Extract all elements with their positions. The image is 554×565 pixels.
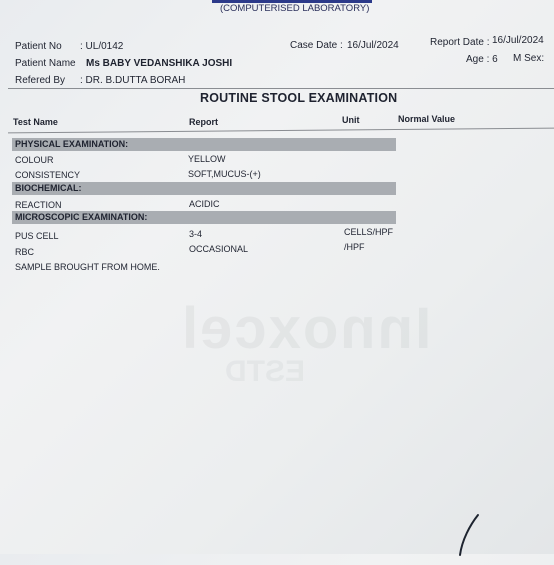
row-report: YELLOW bbox=[188, 154, 226, 164]
row-report: SOFT,MUCUS-(+) bbox=[188, 169, 261, 179]
col-normal-value: Normal Value bbox=[398, 114, 456, 124]
sex-label: M Sex: bbox=[513, 53, 545, 64]
row-report: OCCASIONAL bbox=[189, 244, 249, 254]
report-date-value: 16/Jul/2024 bbox=[492, 35, 544, 46]
sample-note: SAMPLE BROUGHT FROM HOME. bbox=[15, 262, 160, 272]
report-title: ROUTINE STOOL EXAMINATION bbox=[200, 91, 398, 105]
watermark-estd: ESTD bbox=[225, 355, 306, 388]
patient-name-value: Ms BABY VEDANSHIKA JOSHI bbox=[86, 58, 233, 69]
row-unit: CELLS/HPF bbox=[344, 227, 394, 237]
section-physical-label: PHYSICAL EXAMINATION: bbox=[15, 139, 129, 149]
report-date-label: Report Date : bbox=[430, 37, 490, 48]
case-date-label: Case Date : bbox=[290, 40, 343, 51]
case-date-value: 16/Jul/2024 bbox=[347, 40, 399, 51]
row-test: CONSISTENCY bbox=[15, 170, 81, 180]
section-microscopic-label: MICROSCOPIC EXAMINATION: bbox=[15, 212, 148, 222]
section-biochemical bbox=[12, 182, 396, 195]
referred-by-value: : DR. B.DUTTA BORAH bbox=[80, 75, 186, 86]
patient-no-label: Patient No bbox=[15, 41, 62, 52]
row-test: RBC bbox=[15, 247, 35, 257]
referred-by-label: Refered By bbox=[15, 75, 66, 86]
section-biochemical-label: BIOCHEMICAL: bbox=[15, 183, 82, 193]
header-divider bbox=[8, 88, 554, 89]
section-physical bbox=[12, 138, 396, 151]
row-report: ACIDIC bbox=[189, 199, 220, 209]
patient-name-label: Patient Name bbox=[15, 58, 76, 69]
col-test-name: Test Name bbox=[13, 117, 58, 127]
row-report: 3-4 bbox=[189, 229, 203, 239]
column-divider bbox=[8, 128, 554, 134]
row-test: REACTION bbox=[15, 200, 62, 210]
section-microscopic bbox=[12, 211, 396, 224]
watermark-logo: Innoxcel bbox=[180, 296, 432, 361]
row-test: COLOUR bbox=[15, 155, 54, 165]
col-report: Report bbox=[189, 117, 218, 127]
row-test: PUS CELL bbox=[15, 231, 59, 241]
signature-mark bbox=[440, 505, 500, 565]
col-unit: Unit bbox=[342, 115, 360, 125]
patient-no-value: : UL/0142 bbox=[80, 41, 124, 52]
age-label: Age : 6 bbox=[466, 54, 498, 65]
row-unit: /HPF bbox=[344, 242, 365, 252]
lab-subtitle: (COMPUTERISED LABORATORY) bbox=[220, 3, 370, 14]
